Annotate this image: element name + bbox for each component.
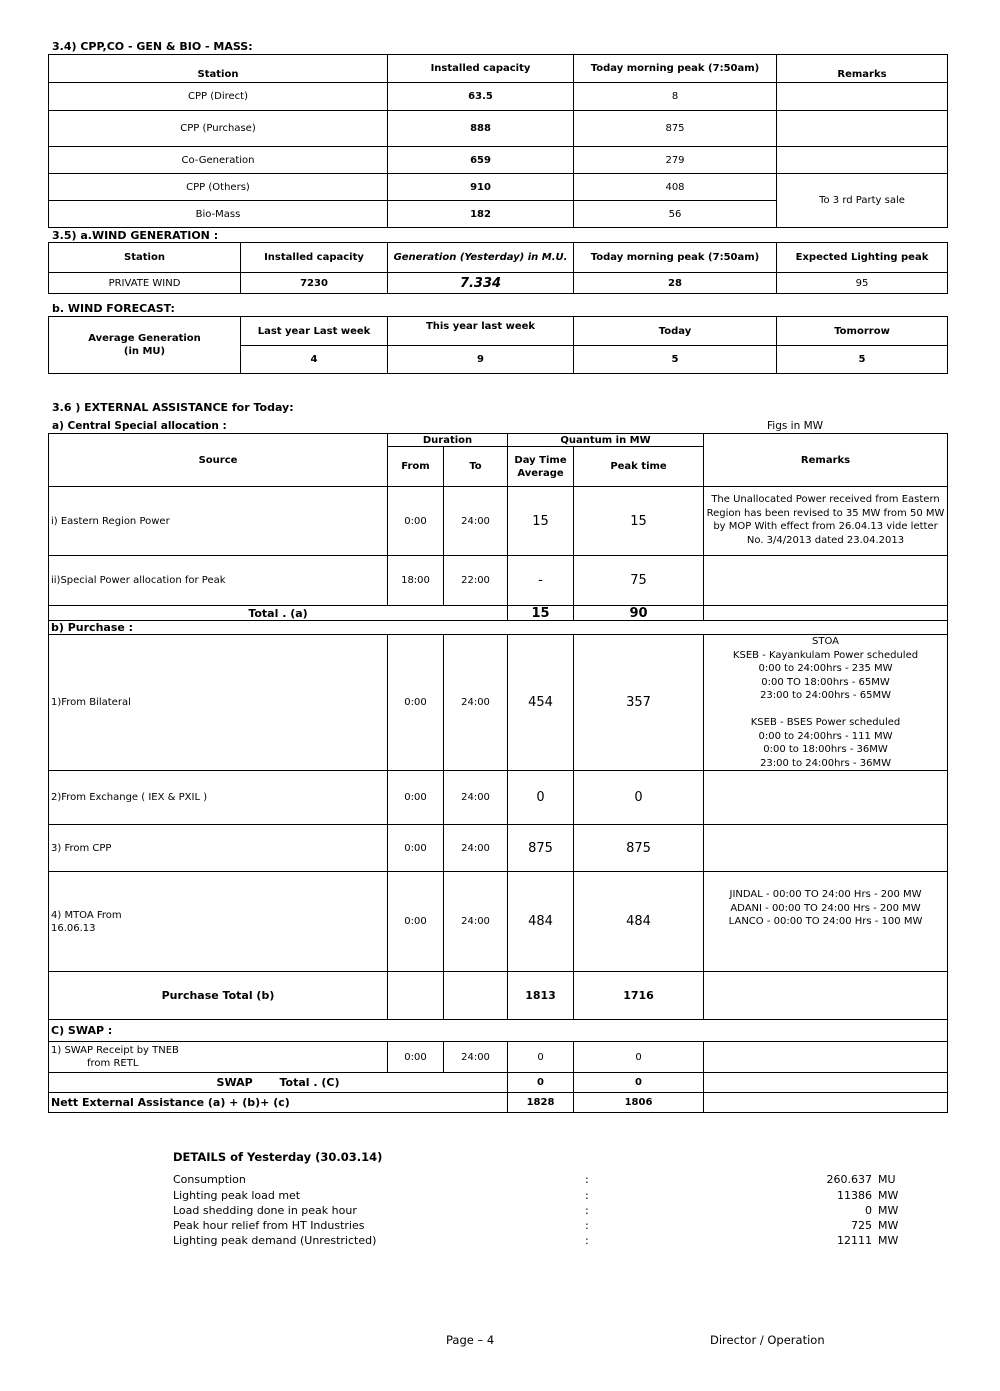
remark-line: JINDAL - 00:00 TO 24:00 Hrs - 200 MW	[729, 889, 922, 900]
remark-line: 0:00 to 18:00hrs - 36MW	[763, 744, 888, 755]
detail-label: Lighting peak load met	[173, 1189, 301, 1202]
th-expected: Expected Lighting peak	[777, 243, 948, 273]
table-row	[49, 174, 948, 201]
th-to: To	[444, 447, 508, 487]
central-allocation-title: a) Central Special allocation :	[52, 420, 227, 432]
cell-day: -	[508, 556, 574, 606]
th-tomorrow: Tomorrow	[777, 317, 948, 346]
cell-peak: 0	[574, 771, 704, 825]
remark-line: 0:00 to 24:00hrs - 235 MW	[758, 663, 893, 674]
remark-line: ADANI - 00:00 TO 24:00 Hrs - 200 MW	[730, 902, 921, 914]
cell-to: 24:00	[444, 487, 508, 556]
detail-sep: :	[585, 1219, 589, 1232]
cell-day: 0	[508, 1042, 574, 1073]
cell-from: 0:00	[388, 1042, 444, 1073]
total-c-remarks	[704, 1073, 948, 1093]
remark-line: KSEB - BSES Power scheduled	[750, 717, 901, 728]
cell-source	[49, 872, 388, 972]
total-b-peak: 1716	[574, 972, 704, 1020]
row-label-average-generation: Average Generation (in MU)	[49, 317, 241, 374]
table-row	[49, 111, 948, 147]
cell-to: 24:00	[444, 635, 508, 771]
table-row	[49, 147, 948, 174]
nett-peak: 1806	[574, 1093, 704, 1113]
cell-remarks	[777, 147, 948, 174]
total-a-remarks	[704, 606, 948, 621]
th-last-year: Last year Last week	[241, 317, 388, 346]
detail-row	[173, 1189, 300, 1202]
total-b-label: Purchase Total (b)	[49, 972, 388, 1020]
detail-label: Load shedding done in peak hour	[173, 1204, 357, 1217]
detail-unit: MW	[878, 1234, 899, 1247]
table-row	[49, 825, 948, 872]
detail-value: 11386	[837, 1189, 872, 1202]
th-generation: Generation (Yesterday) in M.U.	[388, 243, 574, 273]
cell-capacity: 659	[388, 147, 574, 174]
cell-source	[49, 1042, 388, 1073]
detail-value: 260.637	[826, 1173, 872, 1186]
th-remarks: Remarks	[704, 434, 948, 487]
total-c-row	[49, 1073, 948, 1093]
detail-sep: :	[585, 1204, 589, 1217]
cell-peak: 75	[574, 556, 704, 606]
cell-remarks	[704, 1042, 948, 1073]
th-peak: Today morning peak (7:50am)	[574, 243, 777, 273]
cell-station: Co-Generation	[49, 147, 388, 174]
remark-line: The Unallocated Power received from Eastern	[711, 494, 940, 505]
th-today: Today	[574, 317, 777, 346]
table-row	[49, 273, 948, 294]
cell-today: 5	[574, 346, 777, 374]
cell-day: 484	[508, 872, 574, 972]
total-c-label-total: Total . (C)	[279, 1076, 340, 1089]
cell-peak: 875	[574, 111, 777, 147]
total-b-row	[49, 972, 948, 1020]
cell-remarks	[704, 635, 948, 771]
cell-capacity: 182	[388, 201, 574, 228]
cell-peak: 875	[574, 825, 704, 872]
cell-remarks	[704, 825, 948, 872]
remark-line: 23:00 to 24:00hrs - 65MW	[760, 690, 891, 701]
th-installed: Installed capacity	[388, 55, 574, 83]
total-a-day: 15	[508, 606, 574, 621]
detail-row	[173, 1219, 364, 1232]
purchase-title: b) Purchase :	[49, 621, 948, 635]
detail-row	[173, 1204, 357, 1217]
cell-peak: 0	[574, 1042, 704, 1073]
detail-label: Lighting peak demand (Unrestricted)	[173, 1234, 377, 1247]
cell-from: 0:00	[388, 825, 444, 872]
remark-line: 23:00 to 24:00hrs - 36MW	[760, 757, 891, 769]
cell-remarks-third-party: To 3 rd Party sale	[777, 174, 948, 228]
total-a-peak: 90	[574, 606, 704, 621]
cell-expected: 95	[777, 273, 948, 294]
page-number: Page – 4	[446, 1333, 495, 1347]
cell-from: 0:00	[388, 635, 444, 771]
cell-peak: 28	[574, 273, 777, 294]
section-3-4-title: 3.4) CPP,CO - GEN & BIO - MASS:	[52, 40, 253, 53]
section-3-5-title: 3.5) a.WIND GENERATION :	[52, 229, 219, 242]
table-row	[49, 1042, 948, 1073]
cell-source: 1)From Bilateral	[49, 635, 388, 771]
detail-value: 0	[865, 1204, 872, 1217]
cell-capacity: 888	[388, 111, 574, 147]
cell-station: PRIVATE WIND	[49, 273, 241, 294]
cell-peak: 408	[574, 174, 777, 201]
th-from: From	[388, 447, 444, 487]
source-line: 1) SWAP Receipt by TNEB	[51, 1045, 179, 1056]
total-b-day: 1813	[508, 972, 574, 1020]
detail-unit: MU	[878, 1173, 896, 1186]
section-3-6-title: 3.6 ) EXTERNAL ASSISTANCE for Today:	[52, 401, 294, 414]
cell-from: 0:00	[388, 872, 444, 972]
cell-to: 24:00	[444, 825, 508, 872]
cell-from: 0:00	[388, 487, 444, 556]
cell-source: 2)From Exchange ( IEX & PXIL )	[49, 771, 388, 825]
cell-to: 22:00	[444, 556, 508, 606]
remark-line: 0:00 TO 18:00hrs - 65MW	[761, 676, 890, 688]
th-station: Station	[49, 55, 388, 83]
cell-capacity: 7230	[241, 273, 388, 294]
cpp-table	[48, 54, 948, 228]
total-c-day: 0	[508, 1073, 574, 1093]
total-c-label-swap: SWAP	[216, 1076, 253, 1089]
detail-sep: :	[585, 1173, 589, 1186]
signature-director-operation: Director / Operation	[710, 1333, 825, 1347]
table-row	[49, 872, 948, 972]
cell-peak: 484	[574, 872, 704, 972]
remark-line: Region has been revised to 35 MW from 50 MW	[706, 507, 945, 519]
th-peak-time: Peak time	[574, 447, 704, 487]
th-remarks: Remarks	[777, 55, 948, 83]
cell-last-year: 4	[241, 346, 388, 374]
table-row	[49, 771, 948, 825]
source-line: 16.06.13	[51, 922, 96, 934]
remark-line: LANCO - 00:00 TO 24:00 Hrs - 100 MW	[728, 916, 923, 927]
cell-tomorrow: 5	[777, 346, 948, 374]
remark-line: No. 3/4/2013 dated 23.04.2013	[746, 534, 905, 546]
th-station: Station	[49, 243, 241, 273]
total-b-from	[388, 972, 444, 1020]
detail-row	[173, 1173, 246, 1186]
cell-from: 0:00	[388, 771, 444, 825]
detail-label: Consumption	[173, 1173, 246, 1186]
remark-line: by MOP With effect from 26.04.13 vide letter	[713, 521, 938, 532]
wind-generation-table	[48, 242, 948, 294]
detail-unit: MW	[878, 1204, 899, 1217]
wind-forecast-title: b. WIND FORECAST:	[52, 302, 175, 315]
figs-unit-note: Figs in MW	[767, 420, 824, 432]
total-b-to	[444, 972, 508, 1020]
th-duration: Duration	[388, 434, 508, 447]
total-a-row	[49, 606, 948, 621]
cell-peak: 357	[574, 635, 704, 771]
total-c-label	[49, 1073, 508, 1093]
remark-line: KSEB - Kayankulam Power scheduled	[732, 649, 919, 661]
remark-line: STOA	[812, 636, 840, 647]
cell-remarks	[777, 111, 948, 147]
detail-row	[173, 1234, 376, 1247]
total-b-remarks	[704, 972, 948, 1020]
th-day-time-average: Day Time Average	[508, 447, 574, 487]
cell-to: 24:00	[444, 1042, 508, 1073]
nett-remarks	[704, 1093, 948, 1113]
table-row	[49, 556, 948, 606]
cell-source: ii)Special Power allocation for Peak	[49, 556, 388, 606]
cell-to: 24:00	[444, 872, 508, 972]
wind-forecast-table	[48, 316, 948, 374]
cell-day: 15	[508, 487, 574, 556]
table-row	[49, 635, 948, 771]
details-title: DETAILS of Yesterday (30.03.14)	[173, 1150, 383, 1164]
th-peak: Today morning peak (7:50am)	[574, 55, 777, 83]
cell-generation: 7.334	[388, 273, 574, 294]
cell-station: CPP (Others)	[49, 174, 388, 201]
cell-from: 18:00	[388, 556, 444, 606]
detail-unit: MW	[878, 1189, 899, 1202]
cell-this-year: 9	[388, 346, 574, 374]
cell-day: 0	[508, 771, 574, 825]
nett-label: Nett External Assistance (a) + (b)+ (c)	[49, 1093, 508, 1113]
th-this-year: This year last week	[388, 317, 574, 346]
cell-to: 24:00	[444, 771, 508, 825]
detail-value: 12111	[837, 1234, 872, 1247]
remark-spacer	[706, 703, 945, 717]
nett-row	[49, 1093, 948, 1113]
th-source: Source	[49, 434, 388, 487]
detail-sep: :	[585, 1189, 589, 1202]
cell-station: CPP (Direct)	[49, 83, 388, 111]
cell-station: Bio-Mass	[49, 201, 388, 228]
source-line: 4) MTOA From	[51, 909, 122, 921]
remark-line: 0:00 to 24:00hrs - 111 MW	[758, 730, 893, 742]
cell-day: 454	[508, 635, 574, 771]
table-row	[49, 487, 948, 556]
th-quantum: Quantum in MW	[508, 434, 704, 447]
detail-unit: MW	[878, 1219, 899, 1232]
cell-remarks	[704, 872, 948, 972]
detail-sep: :	[585, 1234, 589, 1247]
cell-remarks	[777, 83, 948, 111]
cell-peak: 8	[574, 83, 777, 111]
swap-title: C) SWAP :	[49, 1020, 948, 1042]
cell-capacity: 910	[388, 174, 574, 201]
cell-source: i) Eastern Region Power	[49, 487, 388, 556]
cell-peak: 56	[574, 201, 777, 228]
external-assistance-table	[48, 433, 948, 1113]
source-line: from RETL	[87, 1058, 139, 1069]
total-a-label: Total . (a)	[49, 606, 508, 621]
nett-day: 1828	[508, 1093, 574, 1113]
table-row	[49, 83, 948, 111]
cell-source: 3) From CPP	[49, 825, 388, 872]
detail-value: 725	[851, 1219, 872, 1232]
cell-remarks	[704, 487, 948, 556]
cell-capacity: 63.5	[388, 83, 574, 111]
cell-day: 875	[508, 825, 574, 872]
cell-remarks	[704, 771, 948, 825]
cell-peak: 15	[574, 487, 704, 556]
cell-remarks	[704, 556, 948, 606]
cell-station: CPP (Purchase)	[49, 111, 388, 147]
th-installed: Installed capacity	[241, 243, 388, 273]
total-c-peak: 0	[574, 1073, 704, 1093]
detail-label: Peak hour relief from HT Industries	[173, 1219, 365, 1232]
cell-peak: 279	[574, 147, 777, 174]
